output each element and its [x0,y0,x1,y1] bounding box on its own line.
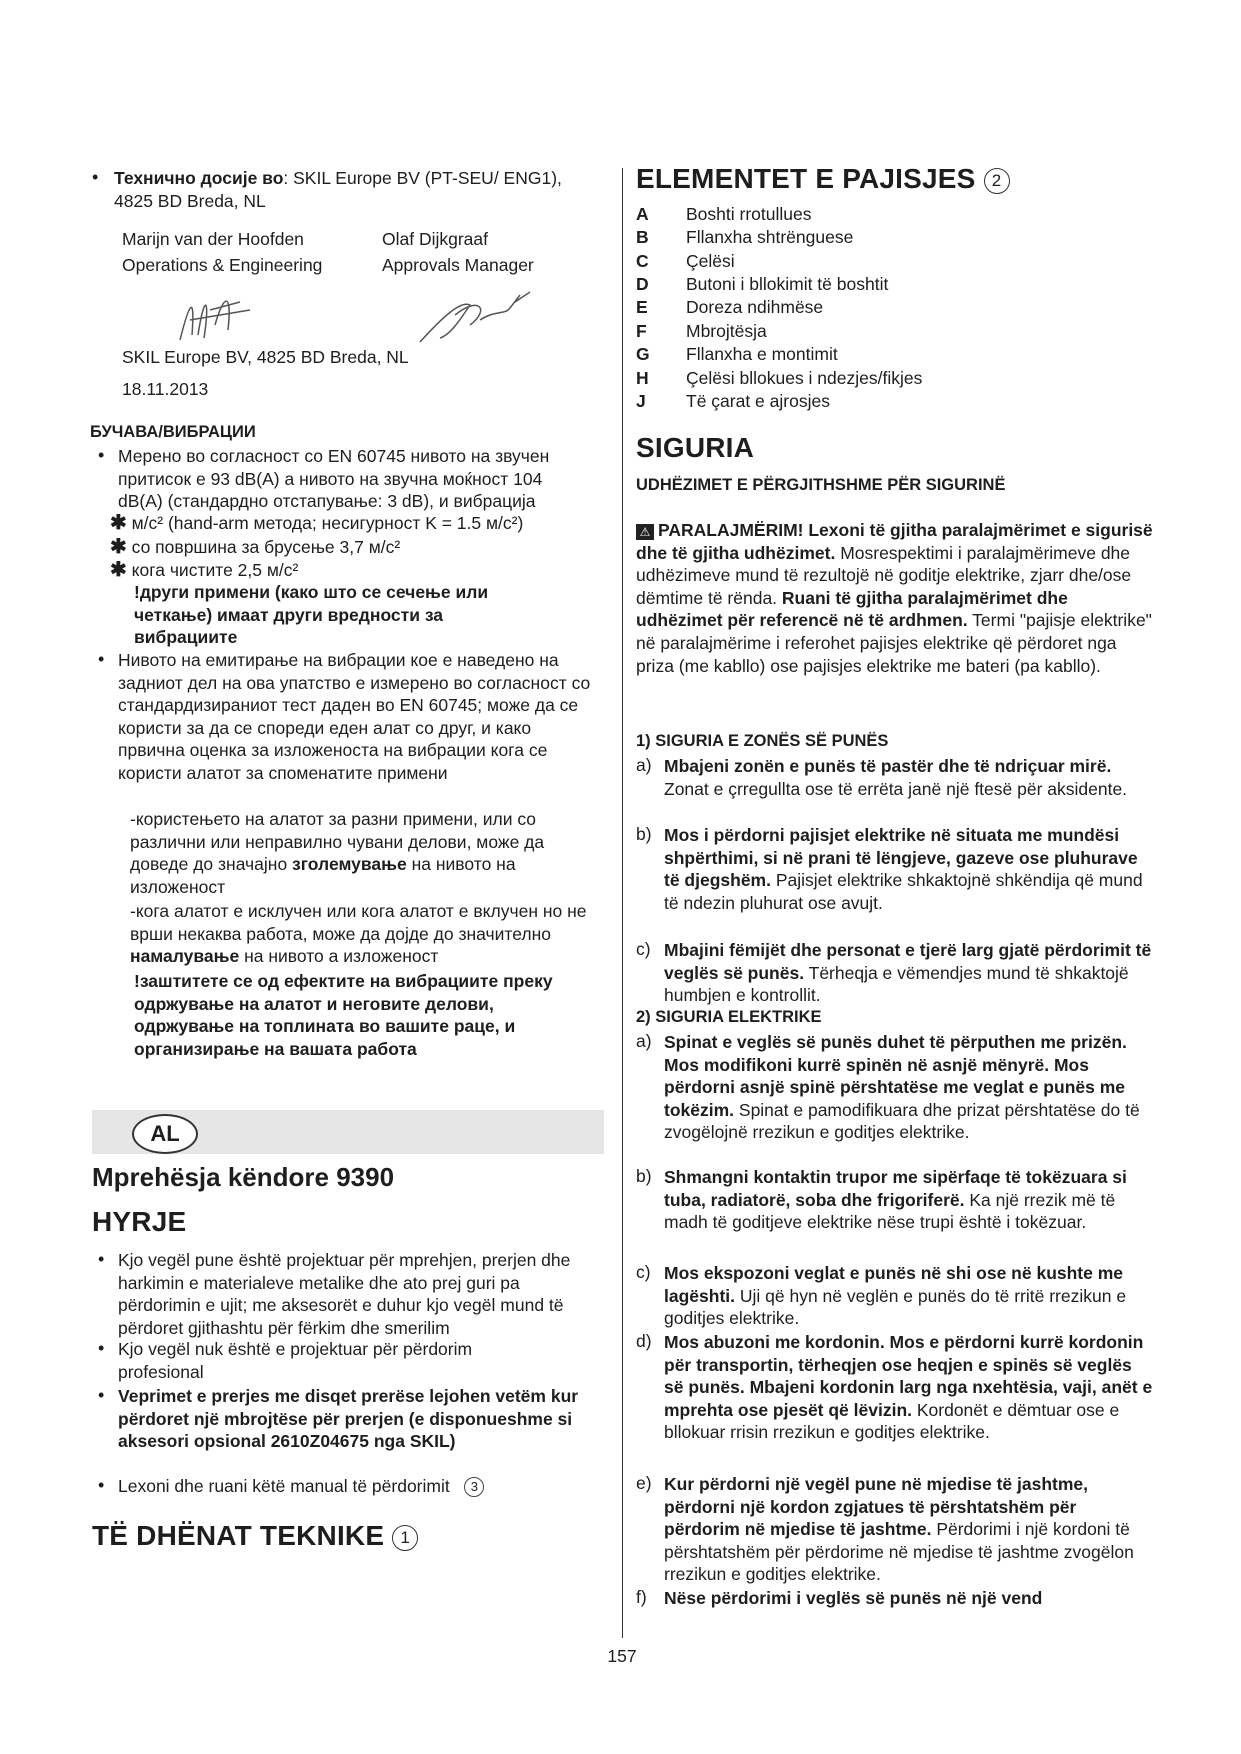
tech-heading: TË DHËNAT TEKNIKE 1 [92,1520,418,1552]
noise-star-3: ✱ кога чистите 2,5 м/с² [110,559,299,581]
intro-2: Kjo vegël nuk është e projektuar për përdorim profesional [118,1339,473,1382]
item-label: b) [636,824,652,844]
noise-star-1: ✱ м/с² (hand-arm метода; несигурност K = 1.5 м/с²) [110,512,524,534]
bullet: • [98,1385,105,1405]
signature-2 [410,280,550,350]
safety-heading: SIGURIA [636,432,755,463]
intro-3: Veprimet e prerjes me disqet prerëse lejohen vetëm kur përdoret një mbrojtëse për prerjen (e disponueshme si aksesori opsional 2610Z04675 nga SKIL) [118,1386,579,1452]
figure-ref: 2 [984,168,1010,194]
noise-dash-1: -користењето на алатот за разни примени, или со различни или неправилно чувани делови, може да доведе до значајно зголемување на нивото на изложеност [130,809,545,897]
bullet: • [98,1249,105,1269]
element-row: F Mbrojtësja [636,321,767,341]
sec1-item-b: Mos i përdorni pajisjet elektrike në situata me mundësi shpërthimi, si në prani të lëngjeve, gazeve ose pluhurave të djegshëm. Pajisjet elektrike shkaktojnë shkëndija që mund të ndezin pluhurat ose avujt. [664,825,1143,913]
signer-title: Approvals Manager [382,254,534,275]
bullet: • [98,1338,105,1358]
sec2-item-b: Shmangni kontaktin trupor me sipërfaqe të tokëzuara si tuba, radiatorë, soba dhe frigoriferë. Ka një rrezik më të madh të goditjeve elektrike nëse trupi është i tokëzuar. [664,1167,1127,1233]
intro-4: Lexoni dhe ruani këtë manual të përdorimit 3 [118,1475,596,1498]
bullet: • [98,649,105,669]
intro-1: Kjo vegël pune është projektuar për mprehjen, prerjen dhe harkimin e materialeve metalike dhe ato prej guri pa përdorimin e ujit; me aksesorët e duhur kjo vegël mund të përdoret gjithashtu për fërkim dhe smerilim [118,1250,571,1338]
bullet: • [98,445,105,465]
noise-star-2: ✱ со површина за брусење 3,7 м/с² [110,536,401,558]
elements-heading: ELEMENTET E PAJISJES 2 [636,163,1010,195]
column-divider [622,168,623,1638]
noise-dash-2: -кога алатот е исклучен или кога алатот е вклучен но не врши некаква работа, може да дојде до значително намалување на нивото а изложеност [130,901,587,967]
language-badge: AL [132,1114,198,1154]
signer-name: Olaf Dijkgraaf [382,229,489,249]
item-label: c) [636,1262,651,1282]
noise-bullet-1: Мерено во согласност со EN 60745 нивото на звучен притисок е 93 dB(A) а нивото на звучна моќност 104 dB(A) (стандардно отстапување: 3 dB), и вибрација [118,446,550,512]
noise-bullet-2: Нивото на емитирање на вибрации кое е наведено на задниот дел на ова упатство е измерено во согласност со стандардизираниот тест даден во EN 60745; може да се користи за да се спореди еден алат со друг, и како првична оценка за изложеноста на вибрации кога се користи алатот за споменатите примени [118,650,591,783]
sec2-item-c: Mos ekspozoni veglat e punës në shi ose në kushte me lagështi. Uji që hyn në veglën e punës do të rritë rrezikun e goditjes elektrike. [664,1263,1127,1329]
element-row: H Çelësi bllokues i ndezjes/fikjes [636,368,923,388]
warning-icon: ⚠ [636,524,654,540]
tech-file-line [114,167,584,212]
element-row: B Fllanxha shtrënguese [636,227,854,247]
sec2-item-e: Kur përdorni një vegël pune në mjedise të jashtme, përdorni një kordon zgjatues të përshtatshëm për përdorim në mjedise të jashtme. Përdorimi i një kordoni të përshtatshëm për përdorime në mjedise të jashtme zvogëlon rrezikun e goditjes elektrike. [664,1474,1134,1585]
element-row: A Boshti rrotullues [636,204,812,224]
signer-title: Operations & Engineering [122,254,323,275]
signer-1 [122,228,362,276]
item-label: a) [636,755,652,775]
element-row: G Fllanxha e montimit [636,344,838,364]
element-row: J Të çarat e ajrosjes [636,391,830,411]
item-label: b) [636,1166,652,1186]
item-label: a) [636,1031,652,1051]
element-row: C Çelësi [636,251,735,271]
product-title: Mprehësja këndore 9390 [92,1162,395,1192]
sec1-item-a: Mbajeni zonën e punës të pastër dhe të ndriçuar mirë. Zonat e çrregullta ose të errëta janë një ftesë për aksidente. [664,756,1128,799]
intro-heading: HYRJE [92,1206,187,1237]
noise-bold-1: !други примени (како што се сечење или четкање) имаат други вредности за вибрациите [134,582,489,648]
sec2-item-a: Spinat e veglës së punës duhet të përputhen me prizën. Mos modifikoni kurrë spinën në asnjë mënyrë. Mos përdorni asnjë spinë përshtatëse me veglat e punës me tokëzim. Spinat e pamodifikuara dhe prizat përshtatëse do të zvogëlojnë rrezikun e goditjes elektrike. [664,1032,1140,1143]
tech-file-label: Технично досије во [114,168,284,188]
sec1-item-c: Mbajini fëmijët dhe personat e tjerë larg gjatë përdorimit të veglës së punës. Tërheqja e vëmendjes mund të shkaktojë humbjen e kontrollit. [664,940,1152,1006]
sec2-item-f: Nëse përdorimi i veglës së punës në një vend [664,1588,1043,1608]
page-number: 157 [607,1646,637,1666]
element-row: D Butoni i bllokimit të boshtit [636,274,889,294]
noise-bold-2: !заштитете се од ефектите на вибрациите преку одржување на алатот и неговите делови, одржување на топлината во вашите раце, и организирање на вашата работа [134,971,553,1059]
company-line: SKIL Europe BV, 4825 BD Breda, NL [122,347,409,367]
figure-ref: 3 [464,1477,484,1497]
item-label: f) [636,1587,647,1607]
noise-heading: БУЧАВА/ВИБРАЦИИ [90,423,256,441]
sec2-item-d: Mos abuzoni me kordonin. Mos e përdorni kurrë kordonin për transportin, tërheqjen ose heqjen e spinës së veglës së punës. Mbajeni kordonin larg nga nxehtësia, vaji, anët e mprehta ose pjesët që lëvizin. Kordonët e dëmtuar ose e bllokuar rrisin rrezikun e goditjes elektrike. [664,1332,1153,1443]
section-2-heading: 2) SIGURIA ELEKTRIKE [636,1008,822,1026]
item-label: c) [636,939,651,959]
item-label: d) [636,1331,652,1351]
section-1-heading: 1) SIGURIA E ZONËS SË PUNËS [636,732,889,750]
element-row: E Doreza ndihmëse [636,297,824,317]
bullet: • [98,1475,105,1495]
signer-name: Marijn van der Hoofden [122,229,304,249]
item-label: e) [636,1473,652,1493]
safety-subheading: UDHËZIMET E PËRGJITHSHME PËR SIGURINË [636,476,1006,494]
figure-ref: 1 [392,1525,418,1551]
tech-file-text: : SKIL Europe BV (PT-SEU/ ENG1), 4825 BD Breda, NL [114,168,562,211]
language-band [92,1110,604,1154]
date: 18.11.2013 [122,379,209,399]
general-warning: ⚠ PARALAJMËRIM! Lexoni të gjitha paralajmërimet e sigurisë dhe të gjitha udhëzimet. Mosrespektimi i paralajmërimeve dhe udhëzimeve mund të rezultojë në goditje elektrike, zjarr dhe/ose dëmtime të rënda. Ruani të gjitha paralajmërimet dhe udhëzimet për referencë në të ardhmen. Termi "pajisje elektrike" në paralajmërime i referohet pajisjes elektrike që përdoret nga priza (me kabllo) ose pajisjes elektrike me bateri (pa kabllo). [636,520,1153,676]
bullet: • [92,167,99,187]
signature-1 [170,280,270,350]
signer-2 [382,228,622,276]
